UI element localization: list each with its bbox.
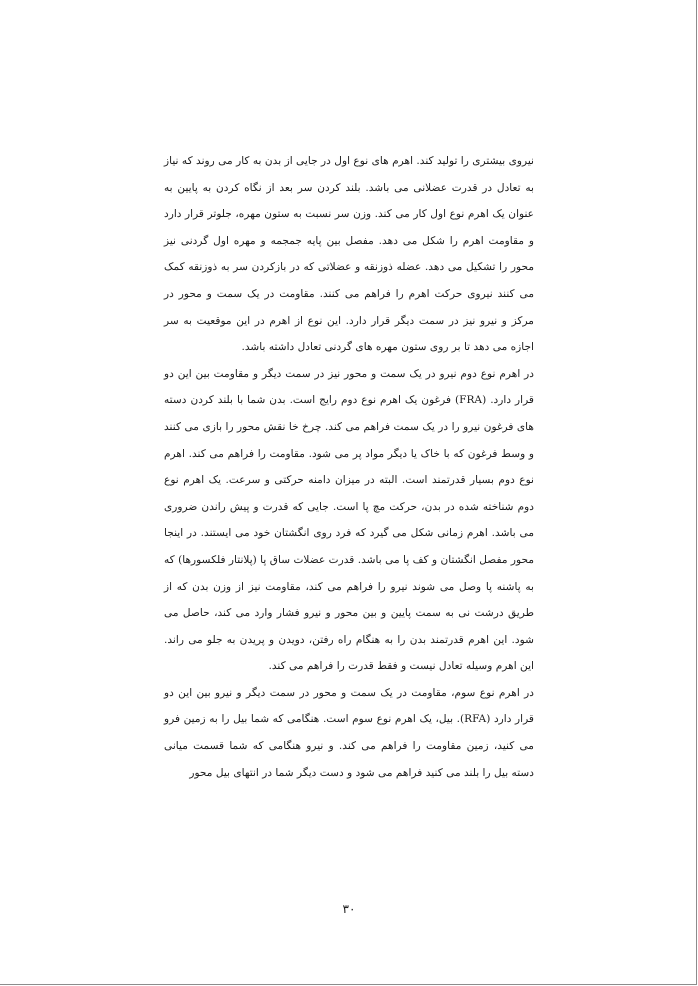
paragraph-second-class-lever: در اهرم نوع دوم نیرو در یک سمت و محور نیز در سمت دیگر و مقاومت بین این دو قرار دارد. (FRA) فرغون یک اهرم نوع دوم رایج است. بدن شما با بلند کردن دسته های فرغون نیرو را در یک سمت فراهم می کند. چرخ خا نقش محور را بازی می کنند و وسط فرغون که با خاک یا دیگر مواد پر می شود. مقاومت را فراهم می کند. اهرم نوع دوم بسیار قدرتمند است. البته در میزان دامنه حرکتی و سرعت. یک اهرم نوع دوم شناخته شده در بدن، حرکت مچ پا است. جایی که قدرت و پیش راندن ضروری می باشد. اهرم زمانی شکل می گیرد که فرد روی انگشتان خود می ایستند. در اینجا محور مفصل انگشتان و کف پا می باشد. قدرت عضلات ساق پا (پلانتار فلکسورها) که به پاشنه پا وصل می شوند نیرو را فراهم می کند، مقاومت نیز از وزن بدن که از طریق درشت نی به سمت پایین و بین محور و نیرو فشار وارد می کند، حاصل می شود. این اهرم قدرتمند بدن را به هنگام راه رفتن، دویدن و پریدن به جلو می راند. این اهرم وسیله تعادل نیست و فقط قدرت را فراهم می کند. (164, 367, 534, 673)
page-body (164, 148, 534, 786)
paragraph-third-class-lever: در اهرم نوع سوم، مقاومت در یک سمت و محور در سمت دیگر و نیرو بین این دو قرار دارد (RFA). بیل، یک اهرم نوع سوم است. هنگامی که شما بیل را به زمین فرو می کنید، زمین مقاومت را فراهم می کند. و نیرو هنگامی که شما قسمت میانی دسته بیل را بلند می کنید فراهم می شود و دست دیگر شما در انتهای بیل محور (164, 686, 534, 779)
page-number: ۳۰ (342, 902, 356, 916)
paragraph-first-class-lever: نیروی بیشتری را تولید کند. اهرم های نوع اول در جایی از بدن به کار می روند که نیاز به تعادل در قدرت عضلانی می باشد. بلند کردن سر بعد از نگاه کردن به پایین به عنوان یک اهرم نوع اول کار می کند. وزن سر نسبت به ستون مهره، جلوتر قرار دارد و مقاومت اهرم را شکل می دهد. مفصل بین پایه جمجمه و مهره اول گردنی نیز محور را تشکیل می دهد. عضله ذوزنقه و عضلاتی که در بازکردن سر به ذوزنقه کمک می کنند نیروی حرکت اهرم را فراهم می کنند. مقاومت در یک سمت و محور در مرکز و نیرو نیز در سمت دیگر قرار دارد. این نوع از اهرم در این موقعیت به سر اجازه می دهد تا بر روی ستون مهره های گردنی تعادل داشته باشد. (164, 155, 534, 354)
